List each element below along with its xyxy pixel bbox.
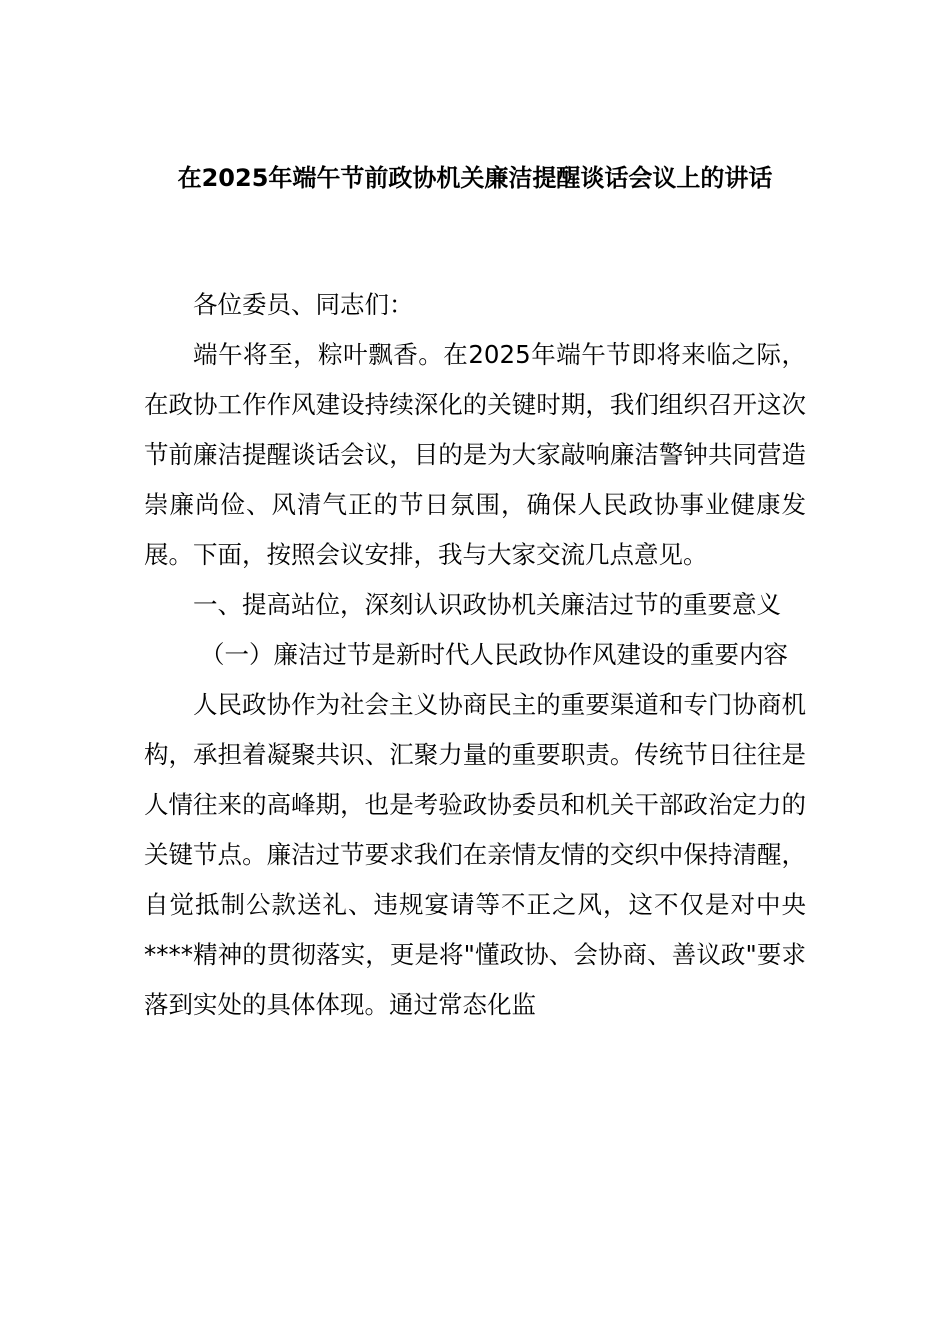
document-body xyxy=(144,280,806,1030)
document-title: 在2025年端午节前政协机关廉洁提醒谈话会议上的讲话 xyxy=(177,164,773,192)
section-heading-1: 一、提高站位，深刻认识政协机关廉洁过节的重要意义 xyxy=(193,590,781,619)
body-paragraph: 人民政协作为社会主义协商民主的重要渠道和专门协商机构，承担着凝聚共识、汇聚力量的重要职责。传统节日往往是人情往来的高峰期，也是考验政协委员和机关干部政治定力的关键节点。廉洁过节要求我们在亲情友情的交织中保持清醒，自觉抵制公款送礼、违规宴请等不正之风，这不仅是对中央****精神的贯彻落实，更是将"懂政协、会协商、善议政"要求落到实处的具体体现。通过常态化监 xyxy=(144,690,806,1019)
salutation-paragraph: 各位委员、同志们： xyxy=(193,290,414,319)
subsection-heading-1: （一）廉洁过节是新时代人民政协作风建设的重要内容 xyxy=(200,640,788,669)
intro-paragraph: 端午将至，粽叶飘香。在2025年端午节即将来临之际，在政协工作作风建设持续深化的关键时期，我们组织召开这次节前廉洁提醒谈话会议，目的是为大家敲响廉洁警钟共同营造崇廉尚俭、风清气正的节日氛围，确保人民政协事业健康发展。下面，按照会议安排，我与大家交流几点意见。 xyxy=(144,340,806,569)
